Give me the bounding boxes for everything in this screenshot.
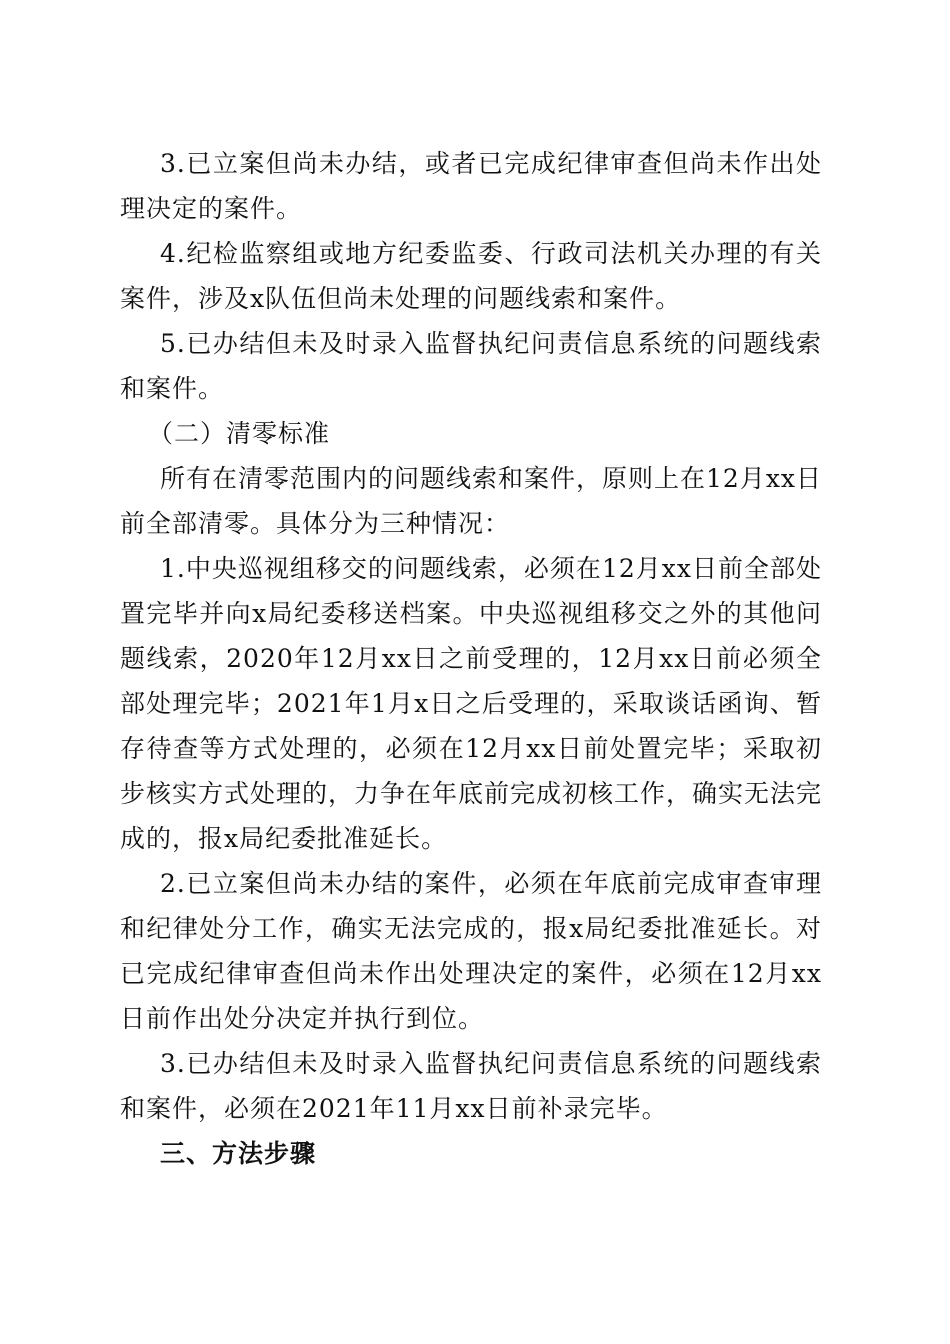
document-body (120, 141, 822, 1176)
paragraph-standard-3: 3.已办结但未及时录入监督执纪问责信息系统的问题线索和案件，必须在2021年11月xx日前补录完毕。 (120, 1049, 822, 1123)
paragraph-item-5-unrecorded-cases: 5.已办结但未及时录入监督执纪问责信息系统的问题线索和案件。 (120, 329, 822, 403)
paragraph-clearing-intro: 所有在清零范围内的问题线索和案件，原则上在12月xx日前全部清零。具体分为三种情况： (120, 464, 823, 538)
paragraph-standard-2: 2.已立案但尚未办结的案件，必须在年底前完成审查审理和纪律处分工作，确实无法完成的，报x局纪委批准延长。对已完成纪律审查但尚未作出处理决定的案件，必须在12月xx日前作出处分决定并执行到位。 (120, 869, 822, 1033)
paragraph-item-3-pending-cases: 3.已立案但尚未办结，或者已完成纪律审查但尚未作出处理决定的案件。 (120, 149, 822, 223)
paragraph-item-4-related-cases: 4.纪检监察组或地方纪委监委、行政司法机关办理的有关案件，涉及x队伍但尚未处理的问题线索和案件。 (120, 239, 822, 313)
section-heading-methods: 三、方法步骤 (160, 1139, 317, 1168)
subheading-clearing-standard: （二）清零标准 (148, 419, 331, 448)
paragraph-standard-1: 1.中央巡视组移交的问题线索，必须在12月xx日前全部处置完毕并向x局纪委移送档案。中央巡视组移交之外的其他问题线索，2020年12月xx日之前受理的，12月xx日前必须全部处理完毕；2021年1月x日之后受理的，采取谈话函询、暂存待查等方式处理的，必须在12月xx日前处置完毕；采取初步核实方式处理的，力争在年底前完成初核工作，确实无法完成的，报x局纪委批准延长。 (120, 554, 823, 853)
